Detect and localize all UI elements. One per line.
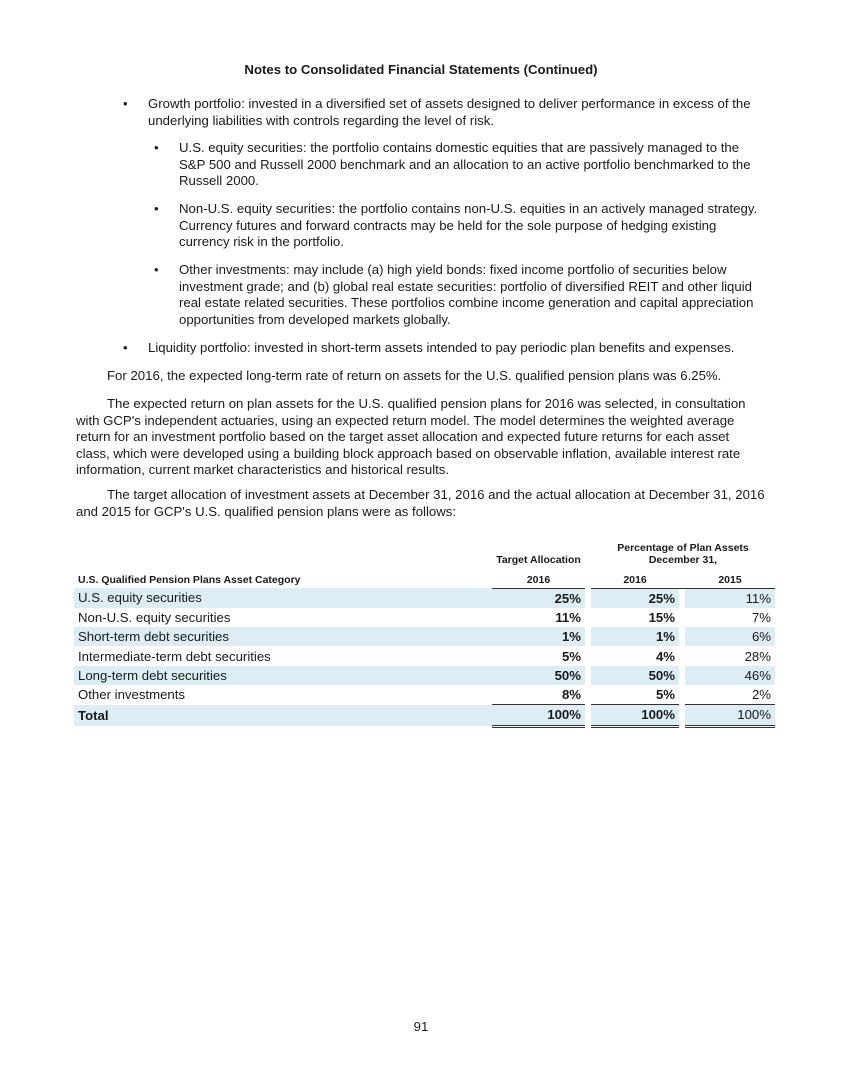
bullet-dot: •: [123, 96, 128, 111]
target-allocation-cell: 1%: [492, 627, 585, 646]
target-allocation-header: Target Allocation: [496, 554, 581, 566]
bullet-us-equity: [154, 140, 767, 190]
bullet-other-investments-text: Other investments: may include (a) high yield bonds: fixed income portfolio of securities below investment grade; and (b) global real estate securities: portfolio of diversified REIT and other liquid real estate related securities. These portfolios combine income generation and capital appreciation opportunities from developed markets globally.: [179, 262, 754, 327]
table-row: [74, 646, 775, 665]
asset-category-cell: U.S. equity securities: [74, 588, 492, 608]
target-year-header: 2016: [492, 566, 585, 588]
allocation-2016-cell: 15%: [648, 609, 675, 625]
allocation-2015-cell: 28%: [744, 648, 771, 664]
asset-category-cell: Intermediate-term debt securities: [78, 648, 271, 664]
paragraph-target-allocation: The target allocation of investment assets at December 31, 2016 and the actual allocation at December 31, 2016 and 2015 for GCP's U.S. qualified pension plans were as follows:: [76, 487, 765, 519]
target-allocation-cell: 50%: [492, 666, 585, 685]
allocation-2016-cell: 1%: [591, 627, 679, 646]
total-target-cell: 100%: [492, 705, 585, 726]
table-header-row-top: [74, 540, 775, 566]
bullet-dot: •: [154, 140, 159, 155]
percentage-plan-assets-header: Percentage of Plan Assets December 31,: [617, 542, 749, 566]
year-2015-header: 2015: [685, 566, 775, 588]
table-row: [74, 608, 775, 627]
total-2016-cell: 100%: [591, 705, 679, 726]
page-number: 91: [413, 1019, 429, 1034]
asset-allocation-table: [74, 540, 775, 728]
total-2015-cell: 100%: [685, 705, 775, 726]
table-row: [74, 588, 775, 608]
target-allocation-cell: 11%: [555, 609, 581, 625]
allocation-2016-cell: 25%: [591, 588, 679, 608]
bullet-growth-portfolio: [123, 96, 760, 129]
year-2016-header: 2016: [591, 566, 679, 588]
allocation-2016-cell: 50%: [591, 666, 679, 685]
asset-category-cell: Other investments: [78, 687, 186, 703]
bullet-us-equity-text: U.S. equity securities: the portfolio contains domestic equities that are passively managed to the S&P 500 and Russell 2000 benchmark and an allocation to an active portfolio benchmarked to the Russell 2000.: [179, 140, 751, 188]
table-row: [74, 685, 775, 705]
bullet-non-us-equity: [154, 201, 767, 251]
allocation-2016-cell: 5%: [591, 685, 679, 705]
asset-category-cell: Non-U.S. equity securities: [78, 609, 231, 625]
asset-category-header: U.S. Qualified Pension Plans Asset Category: [78, 574, 301, 586]
bullet-other-investments: [154, 262, 767, 328]
allocation-2015-cell: 6%: [685, 627, 775, 646]
page-heading: Notes to Consolidated Financial Statements (Continued): [244, 62, 598, 77]
bullet-liquidity-text: Liquidity portfolio: invested in short-term assets intended to pay periodic plan benefits and expenses.: [148, 340, 735, 355]
total-label: Total: [74, 705, 492, 726]
bullet-dot: •: [123, 340, 128, 355]
allocation-2015-cell: 2%: [685, 685, 775, 705]
bullet-dot: •: [154, 201, 159, 216]
allocation-2016-cell: 4%: [655, 648, 675, 664]
bullet-dot: •: [154, 262, 159, 277]
paragraph-expected-return: The expected return on plan assets for the U.S. qualified pension plans for 2016 was selected, in consultation with GCP's independent actuaries, using an expected return model. The model determines the weighted average return for an investment portfolio based on the target asset allocation and expected future returns for each asset class, which were developed using a building block approach based on observable inflation, available interest rate information, current market characteristics and historical results.: [76, 396, 746, 477]
paragraph-rate-of-return: For 2016, the expected long-term rate of return on assets for the U.S. qualified pension plans was 6.25%.: [107, 368, 722, 383]
allocation-2015-cell: 7%: [751, 609, 771, 625]
table-row: [74, 627, 775, 646]
target-allocation-cell: 25%: [492, 588, 585, 608]
asset-category-cell: Short-term debt securities: [74, 627, 492, 646]
table-total-row: [74, 705, 775, 726]
target-allocation-cell: 8%: [492, 685, 585, 705]
bullet-non-us-equity-text: Non-U.S. equity securities: the portfolio contains non-U.S. equities in an actively managed strategy. Currency futures and forward contracts may be held for the sole purpose of hedging existing currency risk in the portfolio.: [179, 201, 758, 249]
table-header-row-years: [74, 566, 775, 588]
target-allocation-cell: 5%: [561, 648, 581, 664]
allocation-2015-cell: 46%: [685, 666, 775, 685]
asset-category-cell: Long-term debt securities: [74, 666, 492, 685]
allocation-2015-cell: 11%: [685, 588, 775, 608]
bullet-liquidity-portfolio: [123, 340, 788, 357]
bullet-growth-text: Growth portfolio: invested in a diversified set of assets designed to deliver performance in excess of the underlying liabilities with controls regarding the level of risk.: [148, 96, 751, 128]
table-row: [74, 666, 775, 685]
